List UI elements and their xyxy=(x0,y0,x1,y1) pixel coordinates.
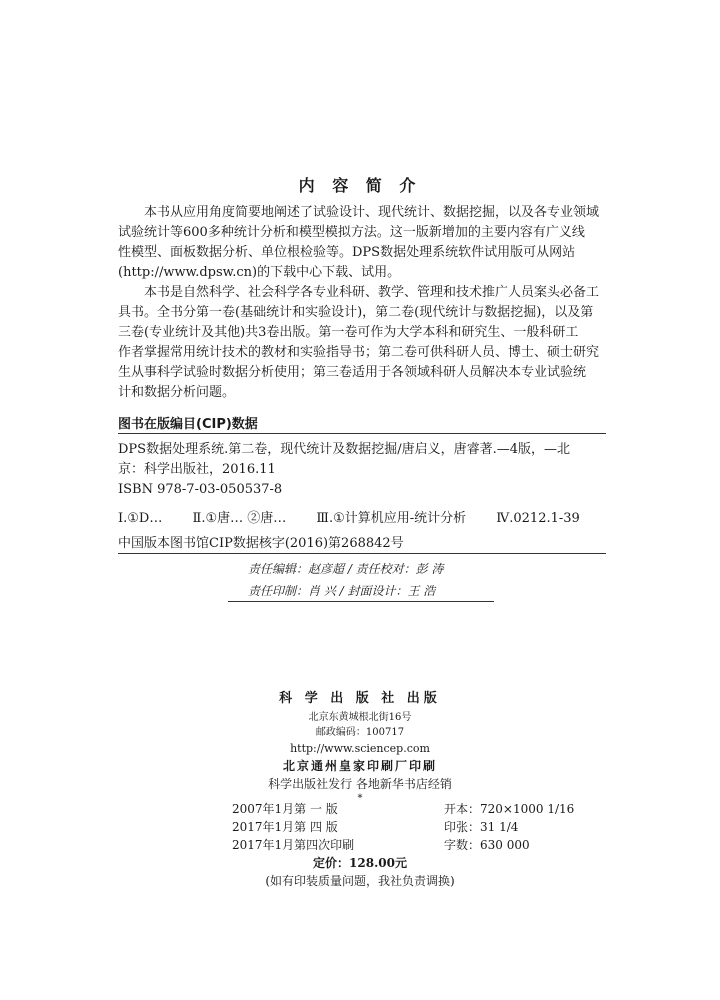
divider xyxy=(228,601,494,602)
summary-line: 本书是自然科学、社会科学各专业科研、教学、管理和技术推广人员案头必备工 xyxy=(144,285,600,300)
classification-item: Ⅳ.0212.1-39 xyxy=(496,511,580,526)
divider xyxy=(118,433,606,434)
classification-item: Ⅲ.①计算机应用-统计分析 xyxy=(316,511,467,526)
edition-row xyxy=(232,818,574,836)
classification-item: Ⅰ.①D… xyxy=(118,511,163,526)
publisher-url: http://www.sciencep.com xyxy=(290,742,430,755)
staff-line: 责任印制：肖 兴 / 封面设计：王 浩 xyxy=(248,584,436,598)
printer: 北京通州皇家印刷厂印刷 xyxy=(282,759,437,773)
summary-line: 作者掌握常用统计技术的教材和实验指导书；第二卷可供科研人员、博士、硕士研究 xyxy=(118,345,600,360)
cip-entry-line: 京：科学出版社，2016.11 xyxy=(118,462,276,477)
summary-line: 性模型、面板数据分析、单位根检验等。DPS数据处理系统软件试用版可从网站 xyxy=(118,245,576,260)
cip-number: 中国版本图书馆CIP数据核字(2016)第268842号 xyxy=(118,536,404,551)
edition-row xyxy=(232,800,574,818)
summary-text xyxy=(118,203,608,403)
cip-title: 图书在版编目(CIP)数据 xyxy=(118,417,258,432)
staff-line: 责任编辑：赵彦超 / 责任校对：彭 涛 xyxy=(248,562,444,576)
summary-line: 本书从应用角度简要地阐述了试验设计、现代统计、数据挖掘，以及各专业领域 xyxy=(144,205,600,220)
edition-spec: 字数：630 000 xyxy=(444,838,530,852)
edition-spec: 印张：31 1/4 xyxy=(444,820,519,834)
separator: * xyxy=(357,793,363,804)
publisher-block xyxy=(0,688,720,805)
summary-line: 计和数据分析问题。 xyxy=(118,385,236,400)
divider xyxy=(118,553,606,554)
cip-record xyxy=(118,440,606,554)
price: 定价：128.00元 xyxy=(313,856,407,870)
staff-credits xyxy=(248,558,444,602)
summary-line: 试验统计等600多种统计分析和模型模拟方法。这一版新增加的主要内容有广义线 xyxy=(118,225,585,240)
edition-spec: 开本：720×1000 1/16 xyxy=(444,802,575,816)
publisher-postcode: 邮政编码：100717 xyxy=(315,727,405,738)
distribution: 科学出版社发行 各地新华书店经销 xyxy=(268,777,452,791)
summary-line: (http://www.dpsw.cn)的下载中心下载、试用。 xyxy=(118,265,401,280)
edition-text: 2017年1月第四次印刷 xyxy=(232,838,355,852)
publisher-address: 北京东黄城根北街16号 xyxy=(308,712,412,723)
edition-row xyxy=(232,836,574,854)
summary-line: 三卷(专业统计及其他)共3卷出版。第一卷可作为大学本科和研究生、一般科研工 xyxy=(118,325,579,340)
edition-text: 2007年1月第 一 版 xyxy=(232,802,338,816)
summary-line: 生从事科学试验时数据分析使用；第三卷适用于各领域科研人员解决本专业试验统 xyxy=(118,365,587,380)
isbn: ISBN 978-7-03-050537-8 xyxy=(118,482,283,497)
summary-title: 内 容 简 介 xyxy=(298,176,422,195)
edition-table xyxy=(232,800,574,854)
classification xyxy=(118,509,606,529)
classification-item: Ⅱ.①唐… ②唐… xyxy=(192,511,287,526)
cip-entry-line: DPS数据处理系统.第二卷，现代统计及数据挖掘/唐启义，唐睿著.—4版，—北 xyxy=(118,442,570,457)
quality-notice: (如有印装质量问题，我社负责调换) xyxy=(265,874,455,888)
summary-line: 具书。全书分第一卷(基础统计和实验设计)，第二卷(现代统计与数据挖掘)，以及第 xyxy=(118,305,594,320)
publisher-name: 科 学 出 版 社 出版 xyxy=(279,691,441,706)
edition-text: 2017年1月第 四 版 xyxy=(232,820,338,834)
